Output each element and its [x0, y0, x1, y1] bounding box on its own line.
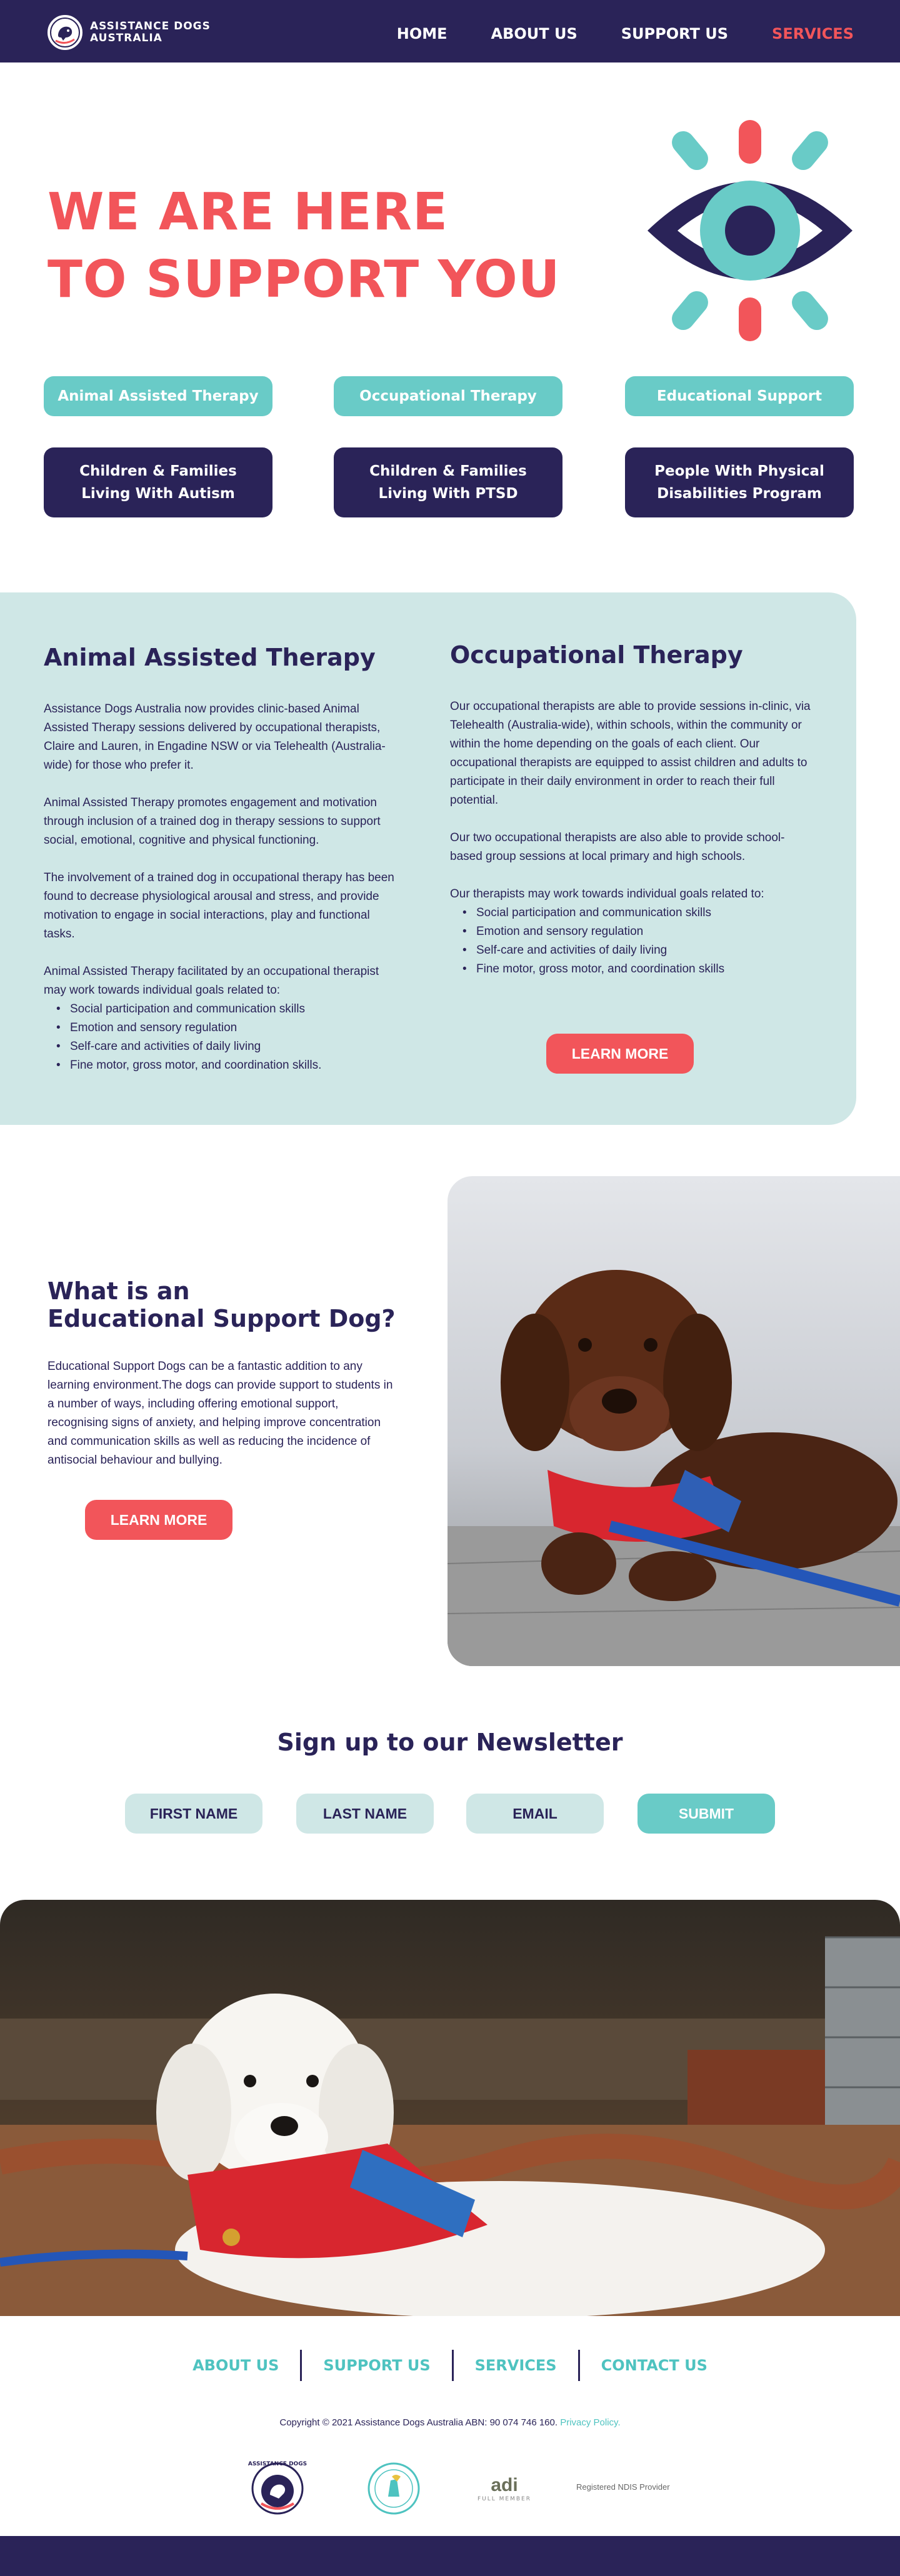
aat-paragraph-3: The involvement of a trained dog in occupational therapy has been found to decrease physiological arousal and stress, and provide motivation to engage in social interactions, play and functional tasks.	[44, 871, 394, 941]
privacy-policy-link[interactable]: Privacy Policy.	[560, 2417, 621, 2428]
aat-paragraph-2: Animal Assisted Therapy promotes engagement and motivation through inclusion of a trained dog in therapy sessions to support social, emotional, cognitive and physical functioning.	[44, 796, 381, 847]
esd-title	[48, 1277, 396, 1332]
pill-autism-line-2: Living With Autism	[81, 486, 235, 502]
hero-title-line-1: WE ARE HERE	[48, 182, 448, 242]
footer-nav	[0, 2350, 900, 2381]
pill-educational-support[interactable]: Educational Support	[625, 376, 854, 416]
list-item: • Fine motor, gross motor, and coordination skills	[476, 960, 811, 979]
pill-occupational-therapy[interactable]: Occupational Therapy	[334, 376, 562, 416]
pill-physical-line-2: Disabilities Program	[657, 486, 822, 502]
ot-body	[450, 697, 811, 979]
footer-contact-us[interactable]: CONTACT US	[601, 2357, 708, 2374]
esd-title-line-1: What is an	[48, 1277, 190, 1305]
pill-physical-disabilities-program[interactable]	[625, 447, 854, 517]
submit-button[interactable]: SUBMIT	[638, 1794, 775, 1834]
nav-home[interactable]: HOME	[396, 25, 448, 42]
esd-learn-more-button[interactable]: LEARN MORE	[85, 1500, 232, 1540]
list-item: • Self-care and activities of daily living	[70, 1037, 398, 1056]
footer-about-us[interactable]: ABOUT US	[192, 2357, 279, 2374]
ot-paragraph-1: Our occupational therapists are able to provide sessions in-clinic, via Telehealth (Australia-wide), within schools, within the community or within the home depending on the goals of each client. Our occupational therapists are equipped to assist children and adults to participate in their daily environment in order to reach their full potential.	[450, 700, 811, 807]
ot-paragraph-2: Our two occupational therapists are also able to provide school-based group sessions at local primary and high schools.	[450, 831, 785, 863]
aat-body	[44, 700, 398, 1075]
hero-title-line-2: TO SUPPORT YOU	[48, 250, 561, 309]
aat-paragraph-4: Animal Assisted Therapy facilitated by an occupational therapist may work towards individual goals related to:	[44, 965, 379, 997]
ot-goals-list	[450, 904, 811, 979]
partner-assistance-dogs-badge	[246, 2459, 309, 2519]
assistance-dogs-badge-icon	[249, 2460, 306, 2517]
aat-goals-list	[44, 1000, 398, 1075]
list-item: • Emotion and sensory regulation	[70, 1019, 398, 1037]
main-nav	[353, 25, 854, 42]
pill-autism-program[interactable]	[44, 447, 272, 517]
white-puppy-photo	[0, 1900, 900, 2316]
pill-physical-line-1: People With Physical	[654, 463, 824, 479]
list-item: • Self-care and activities of daily living	[476, 941, 811, 960]
copyright	[0, 2417, 900, 2428]
logo-line-2: AUSTRALIA	[90, 32, 162, 44]
site-logo[interactable]	[48, 15, 211, 50]
newsletter-title: Sign up to our Newsletter	[277, 1729, 623, 1756]
nav-services[interactable]: SERVICES	[772, 25, 854, 42]
pill-ptsd-program[interactable]	[334, 447, 562, 517]
logo-line-1: ASSISTANCE DOGS	[90, 20, 211, 32]
ot-paragraph-3: Our therapists may work towards individual goals related to:	[450, 887, 764, 901]
eye-icon	[645, 120, 855, 341]
email-field[interactable]: EMAIL	[466, 1794, 604, 1834]
last-name-field[interactable]: LAST NAME	[296, 1794, 434, 1834]
partner-adi-member-badge	[470, 2459, 539, 2519]
nav-about-us[interactable]: ABOUT US	[491, 25, 578, 42]
site-header	[0, 0, 900, 62]
dog-logo-icon	[48, 15, 82, 50]
list-item: • Social participation and communication skills	[70, 1000, 398, 1019]
aat-title: Animal Assisted Therapy	[44, 644, 376, 671]
list-item: • Fine motor, gross motor, and coordination skills.	[70, 1056, 398, 1075]
esd-title-line-2: Educational Support Dog?	[48, 1305, 396, 1332]
pill-ptsd-line-2: Living With PTSD	[378, 486, 518, 502]
footer-bar	[0, 2536, 900, 2576]
ot-title: Occupational Therapy	[450, 641, 743, 669]
adi-logo-text: adi	[491, 2475, 518, 2495]
pill-animal-assisted-therapy[interactable]: Animal Assisted Therapy	[44, 376, 272, 416]
footer-services[interactable]: SERVICES	[474, 2357, 557, 2374]
partner-1-label: ASSISTANCE DOGS	[248, 2461, 308, 2467]
aat-paragraph-1: Assistance Dogs Australia now provides clinic-based Animal Assisted Therapy sessions delivered by occupational therapists, Claire and Lauren, in Engadine NSW or via Telehealth (Australia-wide) for those who prefer it.	[44, 702, 386, 772]
list-item: • Emotion and sensory regulation	[476, 922, 811, 941]
pill-autism-line-1: Children & Families	[79, 463, 237, 479]
hero-title	[48, 179, 560, 314]
footer-support-us[interactable]: SUPPORT US	[323, 2357, 431, 2374]
copyright-text: Copyright © 2021 Assistance Dogs Australia ABN: 90 074 746 160.	[279, 2417, 558, 2428]
ot-learn-more-button[interactable]: LEARN MORE	[546, 1034, 694, 1074]
first-name-field[interactable]: FIRST NAME	[125, 1794, 262, 1834]
ndis-provider-text: Registered NDIS Provider	[576, 2482, 670, 2492]
adi-member-text: FULL MEMBER	[478, 2496, 531, 2502]
partner-accreditation-badge	[362, 2459, 425, 2519]
pill-ptsd-line-1: Children & Families	[369, 463, 527, 479]
nav-support-us[interactable]: SUPPORT US	[621, 25, 729, 42]
accreditation-seal-icon	[366, 2460, 422, 2517]
brown-puppy-photo	[448, 1176, 900, 1666]
esd-text: Educational Support Dogs can be a fantastic addition to any learning environment.The dogs can provide support to students in a number of ways, including offering emotional support, recognising signs of anxiety, and helping improve concentration and communication skills as well as reducing the incidence of antisocial behaviour and bullying.	[48, 1360, 393, 1467]
list-item: • Social participation and communication skills	[476, 904, 811, 922]
